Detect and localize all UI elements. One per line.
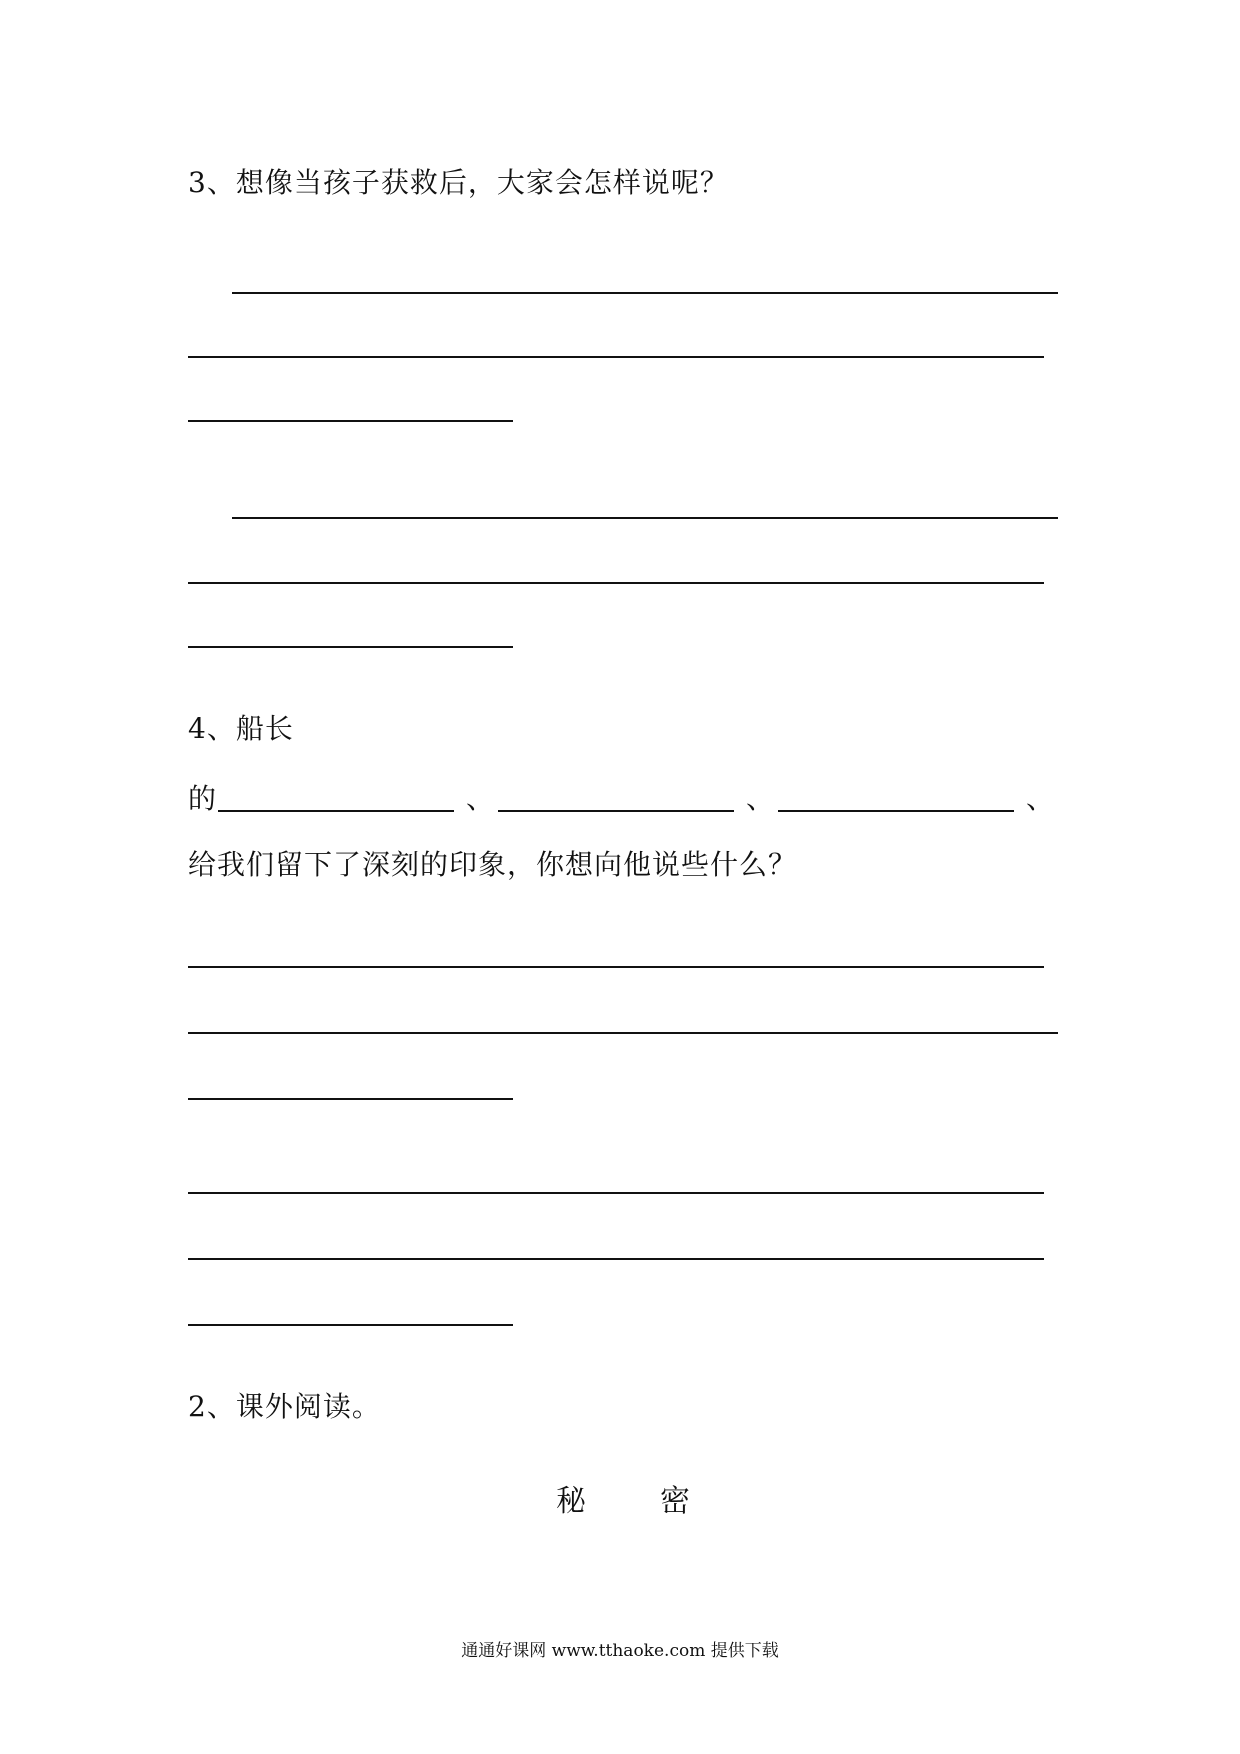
answer-line[interactable] xyxy=(188,420,513,422)
footer-credit: 通通好课网 www.tthaoke.com 提供下载 xyxy=(461,1641,779,1661)
fill-blank-3[interactable] xyxy=(778,810,1014,812)
answer-line[interactable] xyxy=(188,1258,1044,1260)
separator-mark: 、 xyxy=(746,782,775,815)
answer-line[interactable] xyxy=(232,292,1058,294)
question-4-de: 的 xyxy=(188,782,218,815)
answer-line[interactable] xyxy=(188,646,513,648)
answer-line[interactable] xyxy=(188,1192,1044,1194)
story-title-char-2: 密 xyxy=(660,1484,690,1519)
separator-mark: 、 xyxy=(466,782,495,815)
story-title-char-1: 秘 xyxy=(556,1484,586,1519)
fill-blank-1[interactable] xyxy=(218,810,454,812)
answer-line[interactable] xyxy=(188,582,1044,584)
separator-mark: 、 xyxy=(1026,782,1055,815)
fill-blank-2[interactable] xyxy=(498,810,734,812)
question-4-prompt: 给我们留下了深刻的印象，你想向他说些什么？ xyxy=(188,848,798,881)
question-4-title: 4、船长 xyxy=(188,712,294,745)
section-2-title: 2、课外阅读。 xyxy=(188,1390,381,1423)
answer-line[interactable] xyxy=(232,517,1058,519)
answer-line[interactable] xyxy=(188,356,1044,358)
question-3-title: 3、想像当孩子获救后，大家会怎样说呢？ xyxy=(188,166,729,199)
answer-line[interactable] xyxy=(188,1098,513,1100)
answer-line[interactable] xyxy=(188,1032,1058,1034)
answer-line[interactable] xyxy=(188,1324,513,1326)
answer-line[interactable] xyxy=(188,966,1044,968)
